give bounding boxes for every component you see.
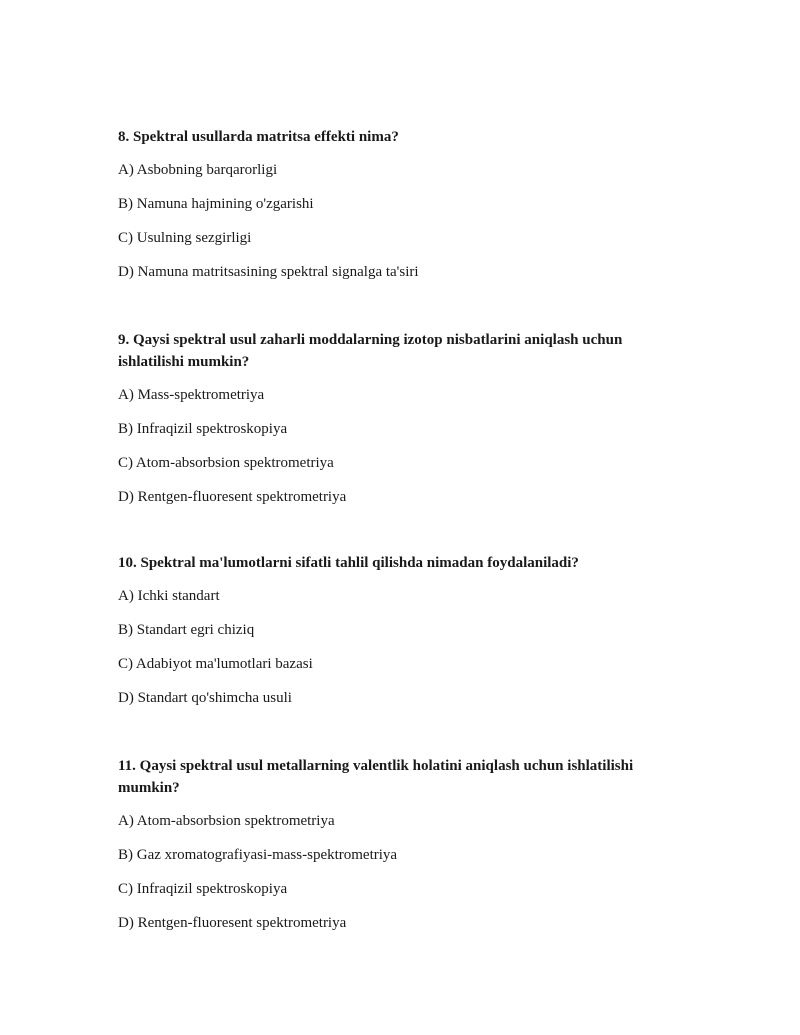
option-c: C) Usulning sezgirligi bbox=[118, 230, 252, 246]
question-text: 9. Qaysi spektral usul zaharli moddalarning izotop nisbatlarini aniqlash uchun ishlatilishi mumkin? bbox=[118, 332, 623, 370]
question-text: 10. Spektral ma'lumotlarni sifatli tahlil qilishda nimadan foydalaniladi? bbox=[118, 555, 579, 571]
option-a: A) Ichki standart bbox=[118, 588, 220, 604]
option-c: C) Adabiyot ma'lumotlari bazasi bbox=[118, 656, 313, 672]
option-b: B) Namuna hajmining o'zgarishi bbox=[118, 196, 314, 212]
question-text: 11. Qaysi spektral usul metallarning valentlik holatini aniqlash uchun ishlatilishi mumkin? bbox=[118, 758, 634, 796]
option-d: D) Rentgen-fluoresent spektrometriya bbox=[118, 489, 347, 505]
question-text: 8. Spektral usullarda matritsa effekti nima? bbox=[118, 129, 399, 145]
option-a: A) Atom-absorbsion spektrometriya bbox=[118, 813, 335, 829]
question-9 bbox=[118, 329, 678, 505]
option-b: B) Standart egri chiziq bbox=[118, 622, 255, 638]
option-a: A) Asbobning barqarorligi bbox=[118, 162, 278, 178]
option-b: B) Infraqizil spektroskopiya bbox=[118, 421, 288, 437]
question-11 bbox=[118, 755, 678, 931]
option-d: D) Namuna matritsasining spektral signalga ta'siri bbox=[118, 264, 419, 280]
option-a: A) Mass-spektrometriya bbox=[118, 387, 265, 403]
option-d: D) Rentgen-fluoresent spektrometriya bbox=[118, 915, 347, 931]
option-d: D) Standart qo'shimcha usuli bbox=[118, 690, 292, 706]
option-b: B) Gaz xromatografiyasi-mass-spektrometriya bbox=[118, 847, 398, 863]
option-c: C) Infraqizil spektroskopiya bbox=[118, 881, 288, 897]
option-c: C) Atom-absorbsion spektrometriya bbox=[118, 455, 334, 471]
question-10 bbox=[118, 552, 678, 706]
question-8 bbox=[118, 126, 678, 280]
